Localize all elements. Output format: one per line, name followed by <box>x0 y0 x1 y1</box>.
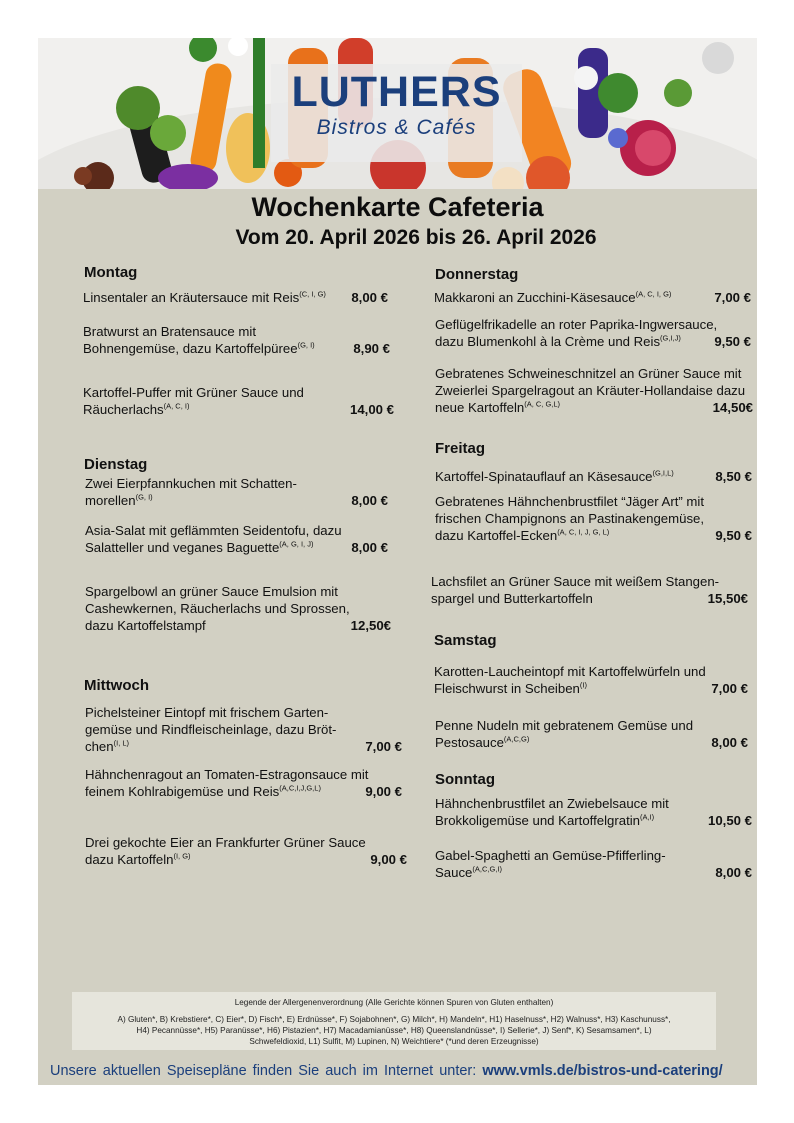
dish-price: 9,00 € <box>370 852 407 867</box>
dish-donnerstag-2 <box>435 316 751 350</box>
dish-price: 8,90 € <box>353 341 390 356</box>
dish-sonntag-1 <box>435 795 752 829</box>
dish-name: Hähnchenbrustfilet an Zwiebelsauce mit Brokkoligemüse und Kartoffelgratin <box>435 796 669 828</box>
legend-heading: Legende der Allergenenverordnung (Alle Gerichte können Spuren von Gluten enthalten) <box>234 998 554 1007</box>
dish-name: Asia-Salat mit geflämmten Seidentofu, dazu Salatteller und veganes Baguette <box>85 523 342 555</box>
dish-price: 12,50€ <box>350 618 391 633</box>
dish-freitag-1 <box>435 468 752 485</box>
dish-allergens: (I) <box>579 680 587 690</box>
dish-sonntag-2 <box>435 847 752 881</box>
footer <box>50 1062 750 1080</box>
dish-name: Pichelsteiner Eintopf mit frischem Garten-gemüse und Rindfleischeinlage, dazu Bröt-chen <box>85 705 337 754</box>
logo-tagline: Bistros & Cafés <box>316 116 477 139</box>
luthers-logo <box>271 64 522 162</box>
dish-price: 8,00 € <box>715 865 752 880</box>
dish-allergens: (I, G) <box>173 851 191 861</box>
dish-name: Hähnchenragout an Tomaten-Estragonsauce mit feinem Kohlrabigemüse und Reis <box>85 767 369 799</box>
dish-allergens: (G,I,L) <box>652 468 674 478</box>
dish-price: 9,00 € <box>365 784 402 799</box>
dish-name: Makkaroni an Zucchini-Käsesauce <box>434 290 636 305</box>
dish-allergens: (G, I) <box>297 340 315 350</box>
dish-price: 8,50 € <box>715 469 752 484</box>
dish-price: 10,50 € <box>708 813 752 828</box>
dish-dienstag-1 <box>85 475 388 509</box>
dish-montag-1 <box>83 289 388 306</box>
footer-link[interactable]: www.vmls.de/bistros-und-catering/ <box>482 1063 723 1079</box>
dish-allergens: (G, I) <box>135 492 153 502</box>
dish-allergens: (A,C,G,I) <box>472 864 502 874</box>
dish-price: 7,00 € <box>711 681 748 696</box>
dish-allergens: (A,C,G) <box>503 734 530 744</box>
dish-name: Bratwurst an Bratensauce mit Bohnengemüse, dazu Kartoffelpüree <box>83 324 298 356</box>
dish-price: 14,50€ <box>712 400 753 415</box>
dish-name: Lachsfilet an Grüner Sauce mit weißem Stangen-spargel und Butterkartoffeln <box>431 574 720 606</box>
dish-price: 8,00 € <box>351 290 388 305</box>
banner-food-photo <box>38 38 757 189</box>
dish-allergens: (G,I,J) <box>660 333 681 343</box>
dish-name: Geflügelfrikadelle an roter Paprika-Ingwersauce, dazu Blumenkohl à la Crème und Reis <box>435 317 718 349</box>
dish-montag-3 <box>83 384 394 418</box>
dish-allergens: (A,C,I,J,G,L) <box>279 783 321 793</box>
dish-name: Gebratenes Schweineschnitzel an Grüner Sauce mit Zweierlei Spargelragout an Kräuter-Hollandaise dazu neue Kartoffeln <box>435 366 746 415</box>
dish-name: Zwei Eierpfannkuchen mit Schatten-morellen <box>85 476 297 508</box>
dish-allergens: (A, C, I) <box>163 401 190 411</box>
footer-text: Unsere aktuellen Speisepläne finden Sie auch im Internet unter: <box>50 1063 477 1079</box>
dish-allergens: (I, L) <box>113 738 130 748</box>
dish-name: Kartoffel-Spinatauflauf an Käsesauce <box>435 469 653 484</box>
dish-price: 7,00 € <box>365 739 402 754</box>
dish-freitag-3 <box>431 573 748 607</box>
dish-name: Karotten-Laucheintopf mit Kartoffelwürfeln und Fleischwurst in Scheiben <box>434 664 706 696</box>
dish-price: 8,00 € <box>351 493 388 508</box>
dish-name: Kartoffel-Puffer mit Grüner Sauce und Räucherlachs <box>83 385 304 417</box>
menu-sheet <box>38 38 757 1085</box>
day-heading-donnerstag: Donnerstag <box>435 266 519 283</box>
dish-price: 15,50€ <box>707 591 748 606</box>
dish-donnerstag-1 <box>434 289 751 306</box>
day-heading-samstag: Samstag <box>434 632 497 649</box>
dish-dienstag-2 <box>85 522 388 556</box>
dish-montag-2 <box>83 323 390 357</box>
dish-allergens: (C, I, G) <box>299 289 326 299</box>
dish-allergens: (A, C, I, G) <box>635 289 672 299</box>
dish-allergens: (A, C, G,L) <box>524 399 561 409</box>
day-heading-montag: Montag <box>84 264 138 281</box>
dish-name: Gebratenes Hähnchenbrustfilet “Jäger Art” mit frischen Champignons an Pastinakengemüse, dazu Kartoffel-Ecken <box>435 494 705 543</box>
day-heading-sonntag: Sonntag <box>435 771 495 788</box>
dish-price: 8,00 € <box>711 735 748 750</box>
dish-price: 14,00 € <box>350 402 394 417</box>
dish-price: 7,00 € <box>714 290 751 305</box>
day-heading-dienstag: Dienstag <box>84 456 148 473</box>
dish-freitag-2 <box>435 493 752 544</box>
dish-mittwoch-2 <box>85 766 402 800</box>
dish-samstag-2 <box>435 717 748 751</box>
dish-allergens: (A, C, I, J, G, L) <box>557 527 610 537</box>
dish-name: Drei gekochte Eier an Frankfurter Grüner Sauce dazu Kartoffeln <box>85 835 366 867</box>
dish-samstag-1 <box>434 663 748 697</box>
dish-allergens: (A,I) <box>640 812 655 822</box>
page-title: Wochenkarte Cafeteria <box>251 192 544 222</box>
dish-mittwoch-3 <box>85 834 407 868</box>
dish-name: Penne Nudeln mit gebratenem Gemüse und Pestosauce <box>435 718 694 750</box>
dish-price: 8,00 € <box>351 540 388 555</box>
allergen-legend <box>72 992 716 1050</box>
day-heading-mittwoch: Mittwoch <box>84 677 149 694</box>
dish-name: Linsentaler an Kräutersauce mit Reis <box>83 290 300 305</box>
dish-price: 9,50 € <box>715 528 752 543</box>
dish-dienstag-3 <box>85 583 391 634</box>
dish-donnerstag-3 <box>435 365 753 416</box>
legend-text: A) Gluten*, B) Krebstiere*, C) Eier*, D) Fisch*, E) Erdnüsse*, F) Sojabohnen*, G) Milch*, H) Mandeln*, H1) Haselnuss*, H2) Walnuss*, H3) Kaschunuss*, H4) Pecannüsse*, H5) Paranüsse*, H6) Pistazien*, H7) Macadamianüsse*, H8) Queenslandnüsse*, I) Sellerie*, J) Senf*, K) Sesamsamen*, L) Schwefeldioxid, L1) Sulfit, M) Lupinen, N) Weichtiere* (*und deren Erzeugnisse) <box>117 1015 671 1046</box>
day-heading-freitag: Freitag <box>435 440 486 457</box>
dish-name: Spargelbowl an grüner Sauce Emulsion mit Cashewkernen, Räucherlachs und Sprossen, dazu Kartoffelstampf <box>85 584 350 633</box>
dish-mittwoch-1 <box>85 704 402 755</box>
logo-brand-name: LUTHERS <box>291 68 502 116</box>
dish-allergens: (A, G, I, J) <box>279 539 314 549</box>
dish-name: Gabel-Spaghetti an Gemüse-Pfifferling-Sauce <box>435 848 666 880</box>
dish-price: 9,50 € <box>714 334 751 349</box>
page-subtitle: Vom 20. April 2026 bis 26. April 2026 <box>235 226 597 249</box>
